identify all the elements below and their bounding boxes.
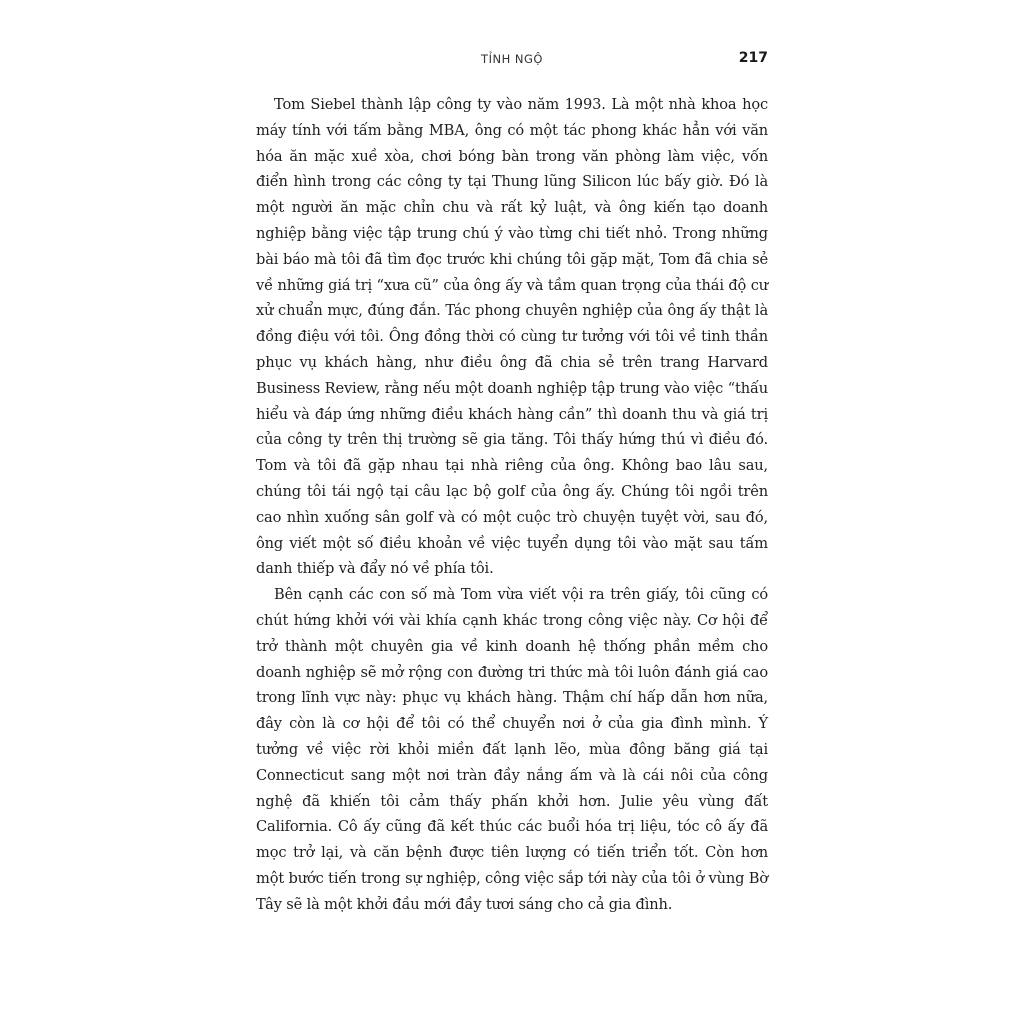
body-text [256,92,768,918]
page-number: 217 [738,50,768,66]
chapter-title: TỈNH NGỘ [481,52,543,66]
paragraph-1: Tom Siebel thành lập công ty vào năm 1993. Là một nhà khoa học máy tính với tấm bằng MBA, ông có một tác phong khác hẳn với văn hóa ăn mặc xuề xòa, chơi bóng bàn trong văn phòng làm việc, vốn điển hình trong các công ty tại Thung lũng Silicon lúc bấy giờ. Đó là một người ăn mặc chỉn chu và rất kỷ luật, và ông kiến tạo doanh nghiệp bằng việc tập trung chú ý vào từng chi tiết nhỏ. Trong những bài báo mà tôi đã tìm đọc trước khi chúng tôi gặp mặt, Tom đã chia sẻ về những giá trị “xưa cũ” của ông ấy và tầm quan trọng của thái độ cư xử chuẩn mực, đúng đắn. Tác phong chuyên nghiệp của ông ấy thật là đồng điệu với tôi. Ông đồng thời có cùng tư tưởng với tôi về tinh thần phục vụ khách hàng, như điều ông đã chia sẻ trên trang Harvard Business Review, rằng nếu một doanh nghiệp tập trung vào việc “thấu hiểu và đáp ứng những điều khách hàng cần” thì doanh thu và giá trị của công ty trên thị trường sẽ gia tăng. Tôi thấy hứng thú vì điều đó. Tom và tôi đã gặp nhau tại nhà riêng của ông. Không bao lâu sau, chúng tôi tái ngộ tại câu lạc bộ golf của ông ấy. Chúng tôi ngồi trên cao nhìn xuống sân golf và có một cuộc trò chuyện tuyệt vời, sau đó, ông viết một số điều khoản về việc tuyển dụng tôi vào mặt sau tấm danh thiếp và đẩy nó về phía tôi. [256,96,768,578]
running-head [256,50,768,72]
paragraph-2: Bên cạnh các con số mà Tom vừa viết vội ra trên giấy, tôi cũng có chút hứng khởi với vài khía cạnh khác trong công việc này. Cơ hội để trở thành một chuyên gia về kinh doanh hệ thống phần mềm cho doanh nghiệp sẽ mở rộng con đường tri thức mà tôi luôn đánh giá cao trong lĩnh vực này: phục vụ khách hàng. Thậm chí hấp dẫn hơn nữa, đây còn là cơ hội để tôi có thể chuyển nơi ở của gia đình mình. Ý tưởng về việc rời khỏi miền đất lạnh lẽo, mùa đông băng giá tại Connecticut sang một nơi tràn đầy nắng ấm và là cái nôi của công nghệ đã khiến tôi cảm thấy phấn khởi hơn. Julie yêu vùng đất California. Cô ấy cũng đã kết thúc các buổi hóa trị liệu, tóc cô ấy đã mọc trở lại, và căn bệnh được tiên lượng có tiến triển tốt. Còn hơn một bước tiến trong sự nghiệp, công việc sắp tới này của tôi ở vùng Bờ Tây sẽ là một khởi đầu mới đầy tươi sáng cho cả gia đình. [256,586,768,913]
